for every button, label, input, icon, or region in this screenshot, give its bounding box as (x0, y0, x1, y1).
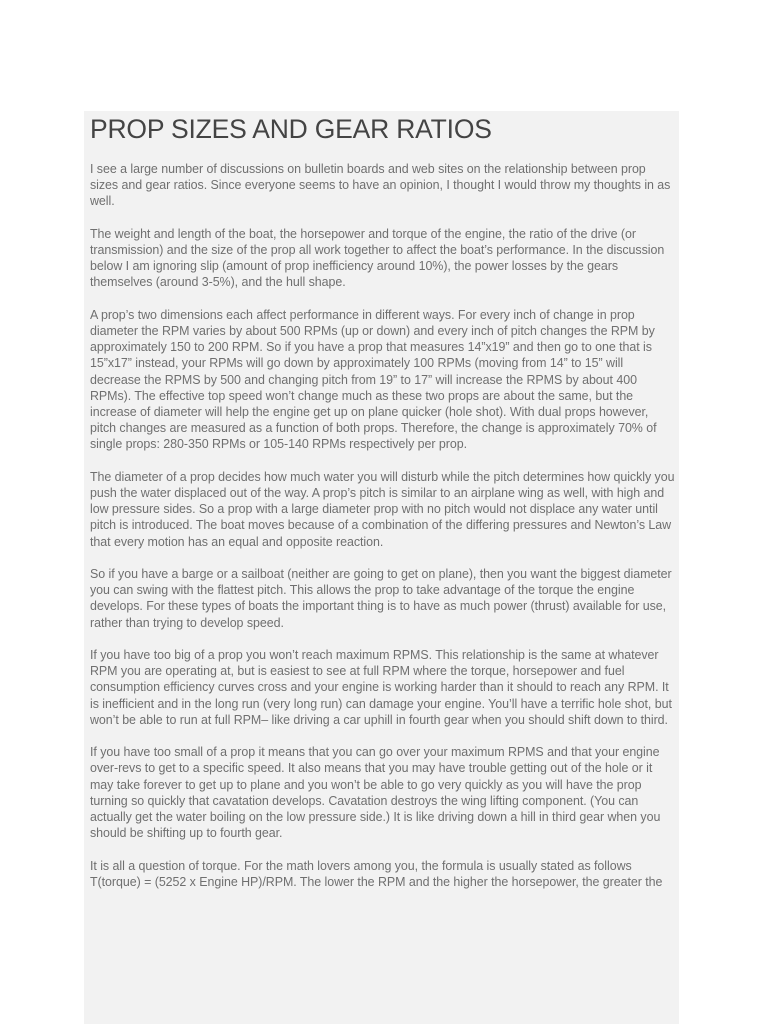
paragraph-prop-too-big: If you have too big of a prop you won’t reach maximum RPMS. This relationship is the same at whatever RPM you are operating at, but is easiest to see at full RPM where the torque, horsepower and fuel consumption efficiency curves cross and your engine is working harder than it should to reach any RPM. It is inefficient and in the long run (very long run) can damage your engine. You’ll have a terrific hole shot, but won’t be able to run at full RPM– like driving a car uphill in fourth gear when you should shift down to third. (90, 648, 672, 727)
paragraph-boat-factors: The weight and length of the boat, the horsepower and torque of the engine, the ratio of the drive (or transmission) and the size of the prop all work together to affect the boat’s performance. In the discussion below I am ignoring slip (amount of prop inefficiency around 10%), the power losses by the gears themselves (around 3-5%), and the hull shape. (90, 226, 665, 290)
paragraph-intro: I see a large number of discussions on bulletin boards and web sites on the relationship between prop sizes and gear ratios. Since everyone seems to have an opinion, I thought I would throw my thoughts in as well. (90, 162, 671, 209)
paragraph-torque: It is all a question of torque. For the math lovers among you, the formula is usually stated as follows T(torque) = (5252 x Engine HP)/RPM. The lower the RPM and the higher the horsepower, the greater the (90, 858, 663, 889)
paragraph-prop-dimensions: A prop’s two dimensions each affect performance in different ways. For every inch of change in prop diameter the RPM varies by about 500 RPMs (up or down) and every inch of pitch changes the RPM by approximately 150 to 200 RPM. So if you have a prop that measures 14”x19” and then go to one that is 15”x17” instead, your RPMs will go down by approximately 100 RPMs (moving from 14” to 15” will decrease the RPMS by 500 and changing pitch from 19” to 17” will increase the RPMS by about 400 RPMs). The effective top speed won’t change much as these two props are about the same, but the increase of diameter will help the engine get up on plane quicker (hole shot). With dual props however, pitch changes are measured as a function of both props. Therefore, the change is approximately 70% of single props: 280-350 RPMs or 105-140 RPMs respectively per prop. (90, 307, 657, 452)
paragraph-prop-too-small: If you have too small of a prop it means that you can go over your maximum RPMS and that your engine over-revs to get to a specific speed. It also means that you may have trouble getting out of the hole or it may take forever to get up to plane and you won’t be able to go very quickly as you will have the prop turning so quickly that cavatation develops. Cavatation destroys the wing lifting component. (You can actually get the water boiling on the low pressure side.) It is like driving down a hill in third gear when you should be shifting up to fourth gear. (90, 745, 661, 841)
article-title: PROP SIZES AND GEAR RATIOS (90, 114, 492, 144)
article-body (84, 111, 679, 1024)
paragraph-barge-sailboat: So if you have a barge or a sailboat (neither are going to get on plane), then you want the biggest diameter you can swing with the flattest pitch. This allows the prop to take advantage of the torque the engine develops. For these types of boats the important thing is to have as much power (thrust) available for use, rather than trying to develop speed. (90, 567, 672, 630)
paragraph-diameter-pitch: The diameter of a prop decides how much water you will disturb while the pitch determines how quickly you push the water displaced out of the way. A prop’s pitch is similar to an airplane wing as well, with high and low pressure sides. So a prop with a large diameter prop with no pitch would not displace any water until pitch is introduced. The boat moves because of a combination of the differing pressures and Newton’s Law that every motion has an equal and opposite reaction. (90, 469, 675, 549)
